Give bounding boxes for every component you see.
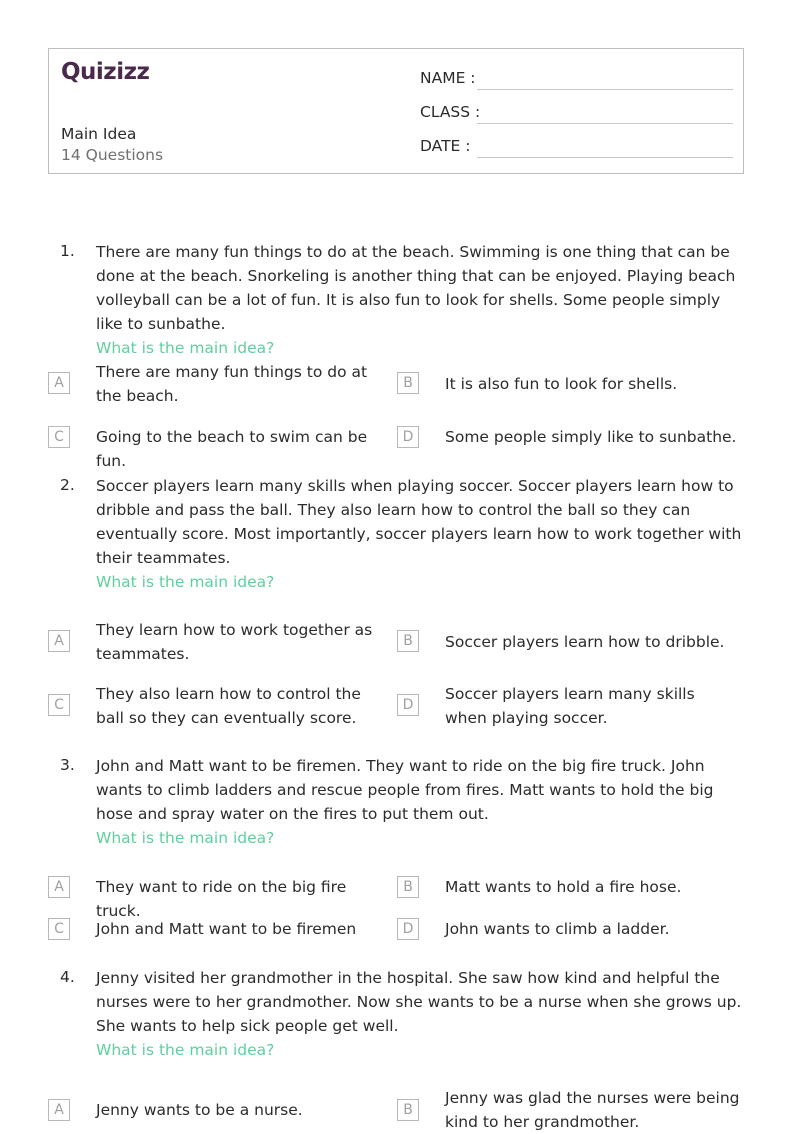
option-box-d[interactable]: D (397, 918, 419, 940)
option-text: Soccer players learn many skills when playing soccer. (445, 685, 695, 727)
option-text: Matt wants to hold a fire hose. (445, 878, 682, 896)
name-line (477, 89, 733, 90)
worksheet-header (48, 48, 744, 174)
worksheet-title: Main Idea (61, 125, 137, 143)
question-body: Soccer players learn many skills when playing soccer. Soccer players learn how to dribble and pass the ball. They also learn how to control the ball so they can eventually score. Most importantly, soccer players learn how to work together with their teammates. (96, 477, 742, 567)
question-text (96, 474, 748, 594)
question-text (96, 240, 748, 360)
option-box-a[interactable]: A (48, 630, 70, 652)
name-label: NAME : (420, 69, 476, 87)
option-text: John wants to climb a ladder. (445, 920, 670, 938)
option-box-d[interactable]: D (397, 694, 419, 716)
question-number: 2. (60, 476, 75, 494)
date-line (477, 157, 733, 158)
option-text: Soccer players learn how to dribble. (445, 633, 725, 651)
question-text (96, 966, 748, 1062)
question-number: 4. (60, 968, 75, 986)
option-text: They learn how to work together as teammates. (96, 621, 373, 663)
question-body: There are many fun things to do at the beach. Swimming is one thing that can be done at the beach. Snorkeling is another thing that can be enjoyed. Playing beach volleyball can be a lot of fun. It is also fun to look for shells. Some people simply like to sunbathe. (96, 243, 736, 333)
question-body: Jenny visited her grandmother in the hospital. She saw how kind and helpful the nurses were to her grandmother. Now she wants to be a nurse when she grows up. She wants to help sick people get well. (96, 969, 742, 1035)
option-text: John and Matt want to be firemen (96, 920, 357, 938)
option-box-a[interactable]: A (48, 876, 70, 898)
question-prompt: What is the main idea? (96, 829, 275, 847)
option-box-b[interactable]: B (397, 876, 419, 898)
question-prompt: What is the main idea? (96, 339, 275, 357)
option-text: Jenny wants to be a nurse. (96, 1101, 303, 1119)
option-box-b[interactable]: B (397, 372, 419, 394)
option-box-a[interactable]: A (48, 372, 70, 394)
class-line (477, 123, 733, 124)
option-box-c[interactable]: C (48, 426, 70, 448)
option-box-d[interactable]: D (397, 426, 419, 448)
option-box-c[interactable]: C (48, 918, 70, 940)
question-number: 1. (60, 242, 75, 260)
date-label: DATE : (420, 137, 471, 155)
option-box-b[interactable]: B (397, 1099, 419, 1121)
question-prompt: What is the main idea? (96, 573, 275, 591)
question-body: John and Matt want to be firemen. They want to ride on the big fire truck. John wants to climb ladders and rescue people from fires. Matt wants to hold the big hose and spray water on the fires to put them out. (96, 757, 714, 823)
option-text: Some people simply like to sunbathe. (445, 428, 737, 446)
option-text: They want to ride on the big fire truck. (96, 878, 347, 920)
option-text: They also learn how to control the ball so they can eventually score. (96, 685, 361, 727)
option-text: It is also fun to look for shells. (445, 375, 678, 393)
option-box-b[interactable]: B (397, 630, 419, 652)
option-text: Going to the beach to swim can be fun. (96, 428, 368, 470)
question-prompt: What is the main idea? (96, 1041, 275, 1059)
question-number: 3. (60, 756, 75, 774)
class-label: CLASS : (420, 103, 481, 121)
option-box-a[interactable]: A (48, 1099, 70, 1121)
option-box-c[interactable]: C (48, 694, 70, 716)
option-text: There are many fun things to do at the beach. (96, 363, 368, 405)
option-text: Jenny was glad the nurses were being kind to her grandmother. (445, 1089, 740, 1131)
question-text (96, 754, 748, 850)
question-count: 14 Questions (61, 146, 164, 164)
quizizz-logo: Quizizz (61, 59, 150, 85)
